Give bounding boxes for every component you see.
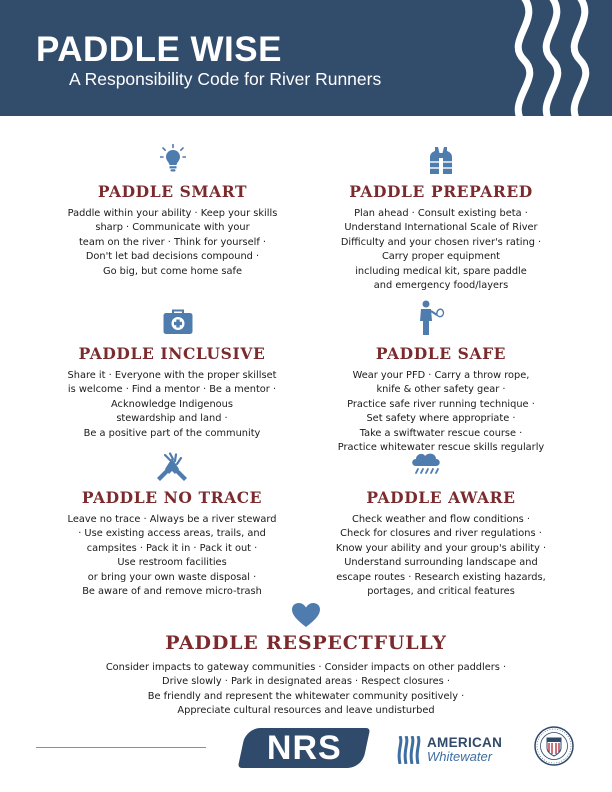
- first-aid-kit-icon: [163, 309, 193, 335]
- section-paddle-safe: [305, 344, 577, 455]
- section-body: Wear your PFD · Carry a throw rope, knife & other safety gear · Practice safe river running technique · Set safety where appropriate · Take a swiftwater rescue course · Practice whitewater rescue skills regularly: [337, 370, 545, 454]
- header-banner: [0, 0, 612, 116]
- section-title: PADDLE NO TRACE: [81, 488, 263, 507]
- wave-lines-decoration: [502, 0, 612, 116]
- section-paddle-respectfully: [40, 632, 572, 719]
- section-body: Share it · Everyone with the proper skillset is welcome · Find a mentor · Be a mentor · Acknowledge Indigenous stewardship and land · Be a positive part of the community: [67, 370, 277, 439]
- section-title: PADDLE SMART: [97, 182, 248, 201]
- section-body: Paddle within your ability · Keep your skills sharp · Communicate with your team on the river · Think for yourself · Don't let bad decisions compound · Go big, but come home safe: [67, 208, 278, 277]
- section-paddle-aware: [305, 488, 577, 599]
- american-whitewater-logo: AMERICAN Whitewater: [397, 735, 515, 765]
- footer-divider: [36, 747, 206, 748]
- section-body: Plan ahead · Consult existing beta · Understand International Scale of River Difficulty and your chosen river's rating · Carry proper equipment including medical kit, spare paddle and emergency food/layers: [340, 208, 542, 292]
- page-subtitle: A Responsibility Code for River Runners: [69, 69, 382, 89]
- clasped-hands-icon: [156, 452, 188, 482]
- page-title: PADDLE WISE: [36, 30, 282, 69]
- coast-guard-seal-icon: [534, 726, 574, 766]
- section-title: PADDLE RESPECTFULLY: [165, 632, 447, 654]
- section-paddle-prepared: [305, 182, 577, 293]
- section-paddle-inclusive: [38, 344, 306, 441]
- section-body: Check weather and flow conditions · Check for closures and river regulations · Know your ability and your group's ability · Understand surrounding landscape and escape routes · Research existing hazards, portages, and critical features: [335, 514, 547, 598]
- section-body: Consider impacts to gateway communities · Consider impacts on other paddlers · Drive slowly · Park in designated areas · Respect closures · Be friendly and represent the whitewater community positively · Appreciate cultural resources and leave undisturbed: [105, 662, 507, 717]
- rain-cloud-icon: [409, 452, 443, 476]
- life-vest-icon: [428, 146, 454, 176]
- heart-icon: [291, 602, 321, 628]
- lightbulb-icon: [160, 144, 186, 174]
- wave-stripes-icon: [397, 736, 423, 764]
- section-title: PADDLE PREPARED: [349, 182, 533, 201]
- section-paddle-no-trace: [38, 488, 306, 599]
- nrs-logo: NRS: [238, 728, 371, 768]
- section-title: PADDLE SAFE: [375, 344, 507, 363]
- section-body: Leave no trace · Always be a river steward · Use existing access areas, trails, and campsites · Pack it in · Pack it out · Use restroom facilities or bring your own waste disposal · Be aware of and remove micro-trash: [67, 514, 277, 598]
- section-title: PADDLE INCLUSIVE: [78, 344, 266, 363]
- section-paddle-smart: [40, 182, 305, 279]
- person-with-throw-rope-icon: [418, 300, 446, 336]
- section-title: PADDLE AWARE: [366, 488, 516, 507]
